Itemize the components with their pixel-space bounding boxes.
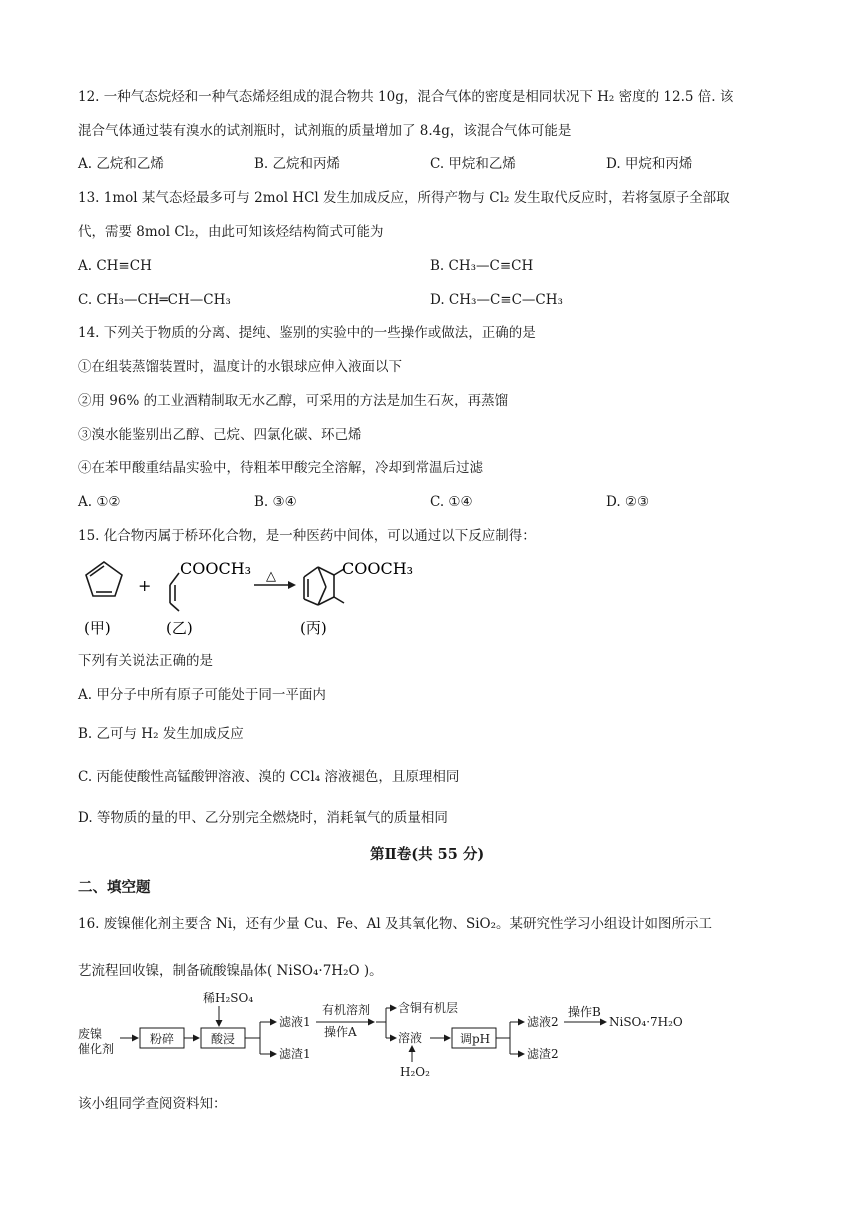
- q14-option-c: C. ①④: [430, 494, 473, 510]
- flow-residue-1: 滤渣1: [279, 1047, 311, 1061]
- plus-sign: +: [138, 576, 152, 595]
- q13-option-b: B. CH₃—C≡CH: [430, 258, 534, 274]
- label-yi: (乙): [166, 619, 193, 637]
- label-bing: (丙): [300, 619, 327, 637]
- flow-organic-solvent: 有机溶剂: [322, 1003, 371, 1017]
- q16-followup: 该小组同学查阅资料知：: [78, 1096, 227, 1112]
- q15-option-a: A. 甲分子中所有原子可能处于同一平面内: [78, 687, 326, 703]
- process-flowchart: [78, 990, 698, 1080]
- flow-label-adjust-ph: 调pH: [460, 1032, 491, 1046]
- bing-substituent: COOCH₃: [342, 559, 414, 578]
- flow-product: NiSO₄·7H₂O: [609, 1015, 683, 1029]
- q16-stem-line1: 16. 废镍催化剂主要含 Ni，还有少量 Cu、Fe、Al 及其氧化物、SiO₂。某研究性学习小组设计如图所示工: [78, 916, 713, 932]
- q15-option-b: B. 乙可与 H₂ 发生加成反应: [78, 726, 244, 742]
- q15-stem: 15. 化合物丙属于桥环化合物，是一种医药中间体，可以通过以下反应制得：: [78, 528, 536, 544]
- q13-option-d: D. CH₃—C≡C—CH₃: [430, 292, 563, 308]
- flow-operation-a: 操作A: [324, 1025, 357, 1039]
- label-jia: (甲): [84, 619, 111, 637]
- q14-item-2: ②用 96% 的工业酒精制取无水乙醇，可采用的方法是加生石灰，再蒸馏: [78, 393, 509, 409]
- flow-cu-organic-layer: 含铜有机层: [398, 1001, 459, 1015]
- q14-option-d: D. ②③: [606, 494, 650, 510]
- flow-filtrate-2: 滤液2: [527, 1015, 559, 1029]
- q13-stem-line1: 13. 1mol 某气态烃最多可与 2mol HCl 发生加成反应，所得产物与 Cl₂ 发生取代反应时，若将氢原子全部取: [78, 190, 730, 206]
- flow-h2o2: H₂O₂: [400, 1065, 430, 1079]
- flow-start-line1: 废镍: [78, 1027, 103, 1041]
- flow-reagent-acid: 稀H₂SO₄: [203, 991, 254, 1005]
- q12-option-d: D. 甲烷和丙烯: [606, 156, 693, 172]
- q15-option-c: C. 丙能使酸性高锰酸钾溶液、溴的 CCl₄ 溶液褪色，且原理相同: [78, 769, 460, 785]
- q14-stem: 14. 下列关于物质的分离、提纯、鉴别的实验中的一些操作或做法，正确的是: [78, 325, 536, 341]
- flow-residue-2: 滤渣2: [527, 1047, 559, 1061]
- q13-option-a: A. CH≡CH: [78, 258, 152, 274]
- q15-option-d: D. 等物质的量的甲、乙分别完全燃烧时，消耗氧气的质量相同: [78, 810, 448, 826]
- q12-stem-line1: 12. 一种气态烷烃和一种气态烯烃组成的混合物共 10g，混合气体的密度是相同状况下 H₂ 密度的 12.5 倍. 该: [78, 89, 734, 105]
- bicyclic-product-structure: [304, 567, 344, 605]
- flow-label-acid-leach: 酸浸: [211, 1032, 236, 1046]
- flow-operation-b: 操作B: [568, 1005, 601, 1019]
- q12-stem-line2: 混合气体通过装有溴水的试剂瓶时，试剂瓶的质量增加了 8.4g，该混合气体可能是: [78, 123, 572, 139]
- section-heading: 二、填空题: [78, 879, 151, 896]
- yi-substituent: COOCH₃: [180, 559, 252, 578]
- q12-option-b: B. 乙烷和丙烯: [254, 156, 341, 172]
- q14-option-a: A. ①②: [78, 494, 121, 510]
- q16-stem-line2: 艺流程回收镍，制备硫酸镍晶体( NiSO₄·7H₂O )。: [78, 963, 383, 979]
- q14-item-1: ①在组装蒸馏装置时，温度计的水银球应伸入液面以下: [78, 359, 402, 375]
- flow-label-crush: 粉碎: [150, 1032, 175, 1046]
- flow-solution: 溶液: [398, 1031, 423, 1045]
- q12-option-a: A. 乙烷和乙烯: [78, 156, 164, 172]
- q14-item-4: ④在苯甲酸重结晶实验中，待粗苯甲酸完全溶解，冷却到常温后过滤: [78, 460, 483, 476]
- reaction-scheme: [78, 555, 438, 645]
- q14-option-b: B. ③④: [254, 494, 297, 510]
- q14-item-3: ③溴水能鉴别出乙醇、己烷、四氯化碳、环己烯: [78, 427, 362, 443]
- q15-lead: 下列有关说法正确的是: [78, 653, 213, 669]
- q13-option-c: C. CH₃—CH═CH—CH₃: [78, 292, 231, 308]
- q12-option-c: C. 甲烷和乙烯: [430, 156, 516, 172]
- part2-title: 第Ⅱ卷(共 55 分): [370, 846, 485, 863]
- flow-filtrate-1: 滤液1: [279, 1015, 311, 1029]
- flow-start-line2: 催化剂: [78, 1042, 115, 1056]
- methyl-crotonate-structure: [170, 573, 179, 611]
- heat-symbol: △: [266, 569, 276, 584]
- cyclopentadiene-structure: [86, 562, 122, 596]
- q13-stem-line2: 代，需要 8mol Cl₂，由此可知该烃结构简式可能为: [78, 224, 384, 240]
